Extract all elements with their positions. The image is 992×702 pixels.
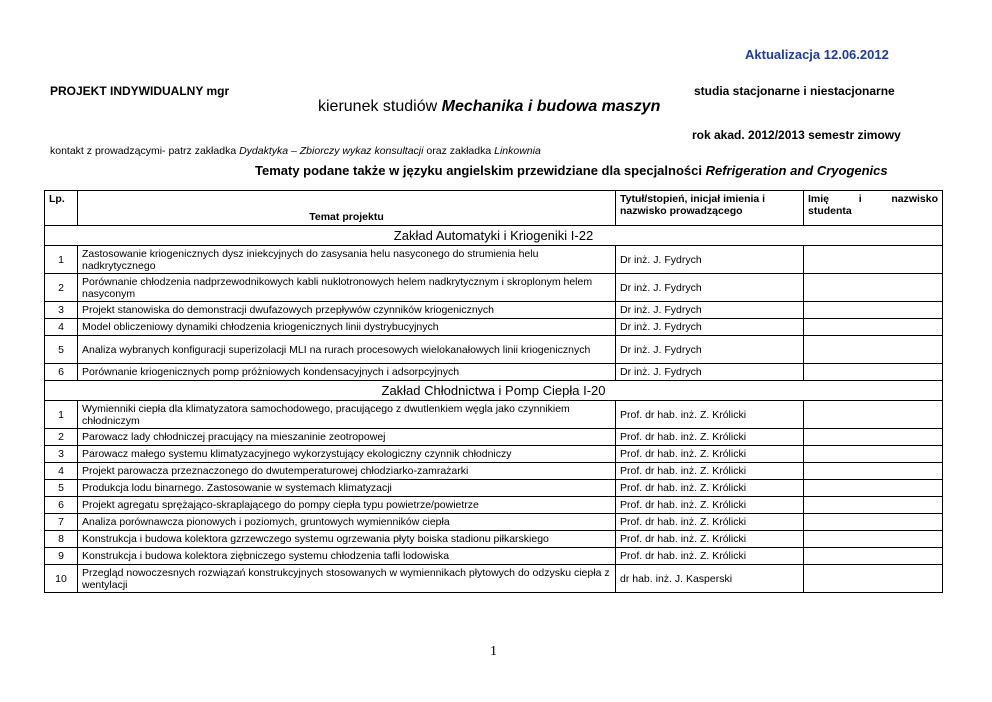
row-lp: 4 — [45, 319, 78, 336]
row-lp: 2 — [45, 429, 78, 446]
table-row — [45, 548, 943, 565]
topics-note — [255, 163, 888, 178]
row-topic: Porównanie kriogenicznych pomp próżniowych kondensacyjnych i adsorpcyjnych — [78, 364, 616, 381]
row-lp: 3 — [45, 302, 78, 319]
row-student — [804, 548, 943, 565]
topics-specialty: Refrigeration and Cryogenics — [705, 163, 888, 178]
row-student — [804, 497, 943, 514]
row-supervisor: Prof. dr hab. inż. Z. Królicki — [616, 497, 804, 514]
table-row — [45, 565, 943, 593]
row-topic: Parowacz lady chłodniczej pracujący na mieszaninie zeotropowej — [78, 429, 616, 446]
row-topic: Porównanie chłodzenia nadprzewodnikowych kabli nuklotronowych helem nadkrytycznym i skroplonym helem nasyconym — [78, 274, 616, 302]
contact-note — [50, 145, 541, 157]
table-row — [45, 480, 943, 497]
table-row — [45, 429, 943, 446]
row-topic: Projekt parowacza przeznaczonego do dwutemperaturowej chłodziarko-zamrażarki — [78, 463, 616, 480]
row-supervisor: Prof. dr hab. inż. Z. Królicki — [616, 429, 804, 446]
department-name: Zakład Chłodnictwa i Pomp Ciepła I-20 — [45, 381, 943, 401]
field-prefix: kierunek studiów — [318, 98, 442, 115]
topics-table — [44, 190, 943, 593]
header-student — [804, 191, 943, 226]
row-topic: Projekt stanowiska do demonstracji dwufazowych przepływów czynników kriogenicznych — [78, 302, 616, 319]
table-row — [45, 246, 943, 274]
row-student — [804, 319, 943, 336]
row-lp: 6 — [45, 497, 78, 514]
department-name: Zakład Automatyki i Kriogeniki I-22 — [45, 226, 943, 246]
row-lp: 6 — [45, 364, 78, 381]
row-student — [804, 364, 943, 381]
table-row — [45, 401, 943, 429]
table-row — [45, 319, 943, 336]
project-title: PROJEKT INDYWIDUALNY mgr — [50, 84, 230, 98]
table-header-row — [45, 191, 943, 226]
table-row — [45, 463, 943, 480]
page-number: 1 — [490, 644, 497, 659]
field-of-study — [318, 98, 660, 116]
study-mode: studia stacjonarne i niestacjonarne — [694, 84, 895, 98]
row-lp: 2 — [45, 274, 78, 302]
row-lp: 3 — [45, 446, 78, 463]
row-supervisor: Prof. dr hab. inż. Z. Królicki — [616, 514, 804, 531]
header-lp: Lp. — [45, 191, 78, 226]
row-supervisor: Dr inż. J. Fydrych — [616, 319, 804, 336]
row-lp: 7 — [45, 514, 78, 531]
row-student — [804, 463, 943, 480]
row-student — [804, 302, 943, 319]
contact-tab-dydaktyka: Dydaktyka – Zbiorczy wykaz konsultacji — [239, 145, 424, 157]
department-row — [45, 381, 943, 401]
row-lp: 5 — [45, 480, 78, 497]
row-supervisor: Prof. dr hab. inż. Z. Królicki — [616, 446, 804, 463]
row-topic: Zastosowanie kriogenicznych dysz iniekcyjnych do zasysania helu nasyconego do strumienia helu nadkrytycznego — [78, 246, 616, 274]
row-supervisor: Prof. dr hab. inż. Z. Królicki — [616, 548, 804, 565]
row-supervisor: Dr inż. J. Fydrych — [616, 274, 804, 302]
header-student-1: Imię — [808, 193, 830, 205]
row-topic: Analiza porównawcza pionowych i poziomych, gruntowych wymienników ciepła — [78, 514, 616, 531]
row-student — [804, 429, 943, 446]
table-row — [45, 446, 943, 463]
topics-prefix: Tematy podane także w języku angielskim przewidziane dla specjalności — [255, 163, 706, 178]
row-supervisor: Prof. dr hab. inż. Z. Królicki — [616, 463, 804, 480]
academic-year: rok akad. 2012/2013 semestr zimowy — [692, 128, 901, 142]
table-row — [45, 531, 943, 548]
contact-tab-linkownia: Linkownia — [494, 145, 541, 157]
row-student — [804, 401, 943, 429]
table-row — [45, 497, 943, 514]
row-supervisor: dr hab. inż. J. Kasperski — [616, 565, 804, 593]
header-student-4: studenta — [808, 205, 852, 217]
row-student — [804, 336, 943, 364]
row-lp: 1 — [45, 401, 78, 429]
row-supervisor: Dr inż. J. Fydrych — [616, 302, 804, 319]
table-row — [45, 274, 943, 302]
row-topic: Produkcja lodu binarnego. Zastosowanie w systemach klimatyzacji — [78, 480, 616, 497]
header-supervisor: Tytuł/stopień, inicjał imienia i nazwisko prowadzącego — [616, 191, 804, 226]
row-student — [804, 480, 943, 497]
contact-prefix: kontakt z prowadzącymi- patrz zakładka — [50, 145, 240, 157]
header-student-2: i — [858, 193, 862, 205]
row-lp: 10 — [45, 565, 78, 593]
table-row — [45, 302, 943, 319]
row-student — [804, 246, 943, 274]
table-row — [45, 336, 943, 364]
row-lp: 5 — [45, 336, 78, 364]
row-supervisor: Dr inż. J. Fydrych — [616, 336, 804, 364]
row-student — [804, 514, 943, 531]
table-row — [45, 514, 943, 531]
row-topic: Przegląd nowoczesnych rozwiązań konstrukcyjnych stosowanych w wymiennikach płytowych do odzysku ciepła z wentylacji — [78, 565, 616, 593]
row-student — [804, 446, 943, 463]
row-topic: Model obliczeniowy dynamiki chłodzenia kriogenicznych linii dystrybucyjnych — [78, 319, 616, 336]
header-topic: Temat projektu — [78, 191, 616, 226]
row-supervisor: Prof. dr hab. inż. Z. Królicki — [616, 480, 804, 497]
row-lp: 1 — [45, 246, 78, 274]
row-lp: 4 — [45, 463, 78, 480]
contact-mid: oraz zakładka — [423, 145, 495, 157]
update-date: Aktualizacja 12.06.2012 — [745, 47, 889, 62]
row-topic: Konstrukcja i budowa kolektora ziębniczego systemu chłodzenia tafli lodowiska — [78, 548, 616, 565]
row-student — [804, 274, 943, 302]
row-supervisor: Prof. dr hab. inż. Z. Królicki — [616, 401, 804, 429]
row-student — [804, 565, 943, 593]
row-topic: Parowacz małego systemu klimatyzacyjnego wykorzystujący ekologiczny czynnik chłodniczy — [78, 446, 616, 463]
row-topic: Konstrukcja i budowa kolektora gzrzewczego systemu ogrzewania płyty boiska stadionu piłkarskiego — [78, 531, 616, 548]
row-topic: Analiza wybranych konfiguracji superizolacji MLI na rurach procesowych wielokanałowych linii kriogenicznych — [78, 336, 616, 364]
table-row — [45, 364, 943, 381]
row-topic: Wymienniki ciepła dla klimatyzatora samochodowego, pracującego z dwutlenkiem węgla jako czynnikiem chłodniczym — [78, 401, 616, 429]
row-supervisor: Dr inż. J. Fydrych — [616, 364, 804, 381]
row-supervisor: Dr inż. J. Fydrych — [616, 246, 804, 274]
row-topic: Projekt agregatu sprężająco-skraplającego do pompy ciepła typu powietrze/powietrze — [78, 497, 616, 514]
row-lp: 9 — [45, 548, 78, 565]
department-row — [45, 226, 943, 246]
row-student — [804, 531, 943, 548]
field-name: Mechanika i budowa maszyn — [441, 98, 661, 115]
row-supervisor: Prof. dr hab. inż. Z. Królicki — [616, 531, 804, 548]
header-student-3: nazwisko — [891, 193, 938, 205]
row-lp: 8 — [45, 531, 78, 548]
